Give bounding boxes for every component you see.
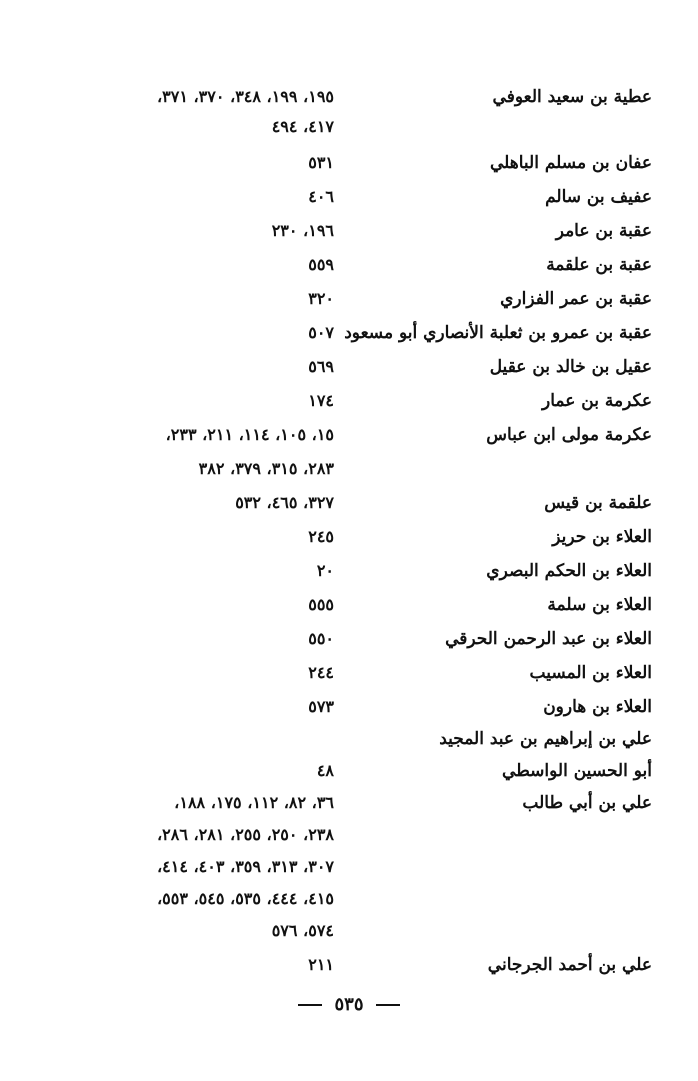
index-entry xyxy=(0,520,698,554)
entry-name: عقبة بن عمرو بن ثعلبة الأنصاري أبو مسعود xyxy=(344,323,652,343)
index-entry xyxy=(0,948,698,982)
index-entry xyxy=(0,786,698,820)
entry-name: علقمة بن قيس xyxy=(544,493,652,513)
page-number: ٥٣٥ xyxy=(334,994,364,1015)
index-entry xyxy=(0,690,698,724)
entry-pages: ٤١٥، ٤٤٤، ٥٣٥، ٥٤٥، ٥٥٣، xyxy=(156,889,334,908)
index-entry xyxy=(0,418,698,452)
index-entry xyxy=(0,622,698,656)
index-entry xyxy=(0,316,698,350)
index-entry xyxy=(0,282,698,316)
entry-pages: ٣٢٠ xyxy=(308,289,334,308)
entry-name: العلاء بن الحكم البصري xyxy=(486,561,652,581)
entry-pages: ٥٣١ xyxy=(308,153,334,172)
entry-name: العلاء بن عبد الرحمن الحرقي xyxy=(445,629,652,649)
page-footer xyxy=(0,994,698,1015)
entry-pages: ١٩٥، ١٩٩، ٣٤٨، ٣٧٠، ٣٧١، xyxy=(156,87,334,106)
index-entry xyxy=(0,350,698,384)
entry-pages: ٥٧٣ xyxy=(308,697,334,716)
index-entry xyxy=(0,110,698,144)
entry-pages: ٥٧٤، ٥٧٦ xyxy=(271,921,334,940)
entry-pages: ٢٨٣، ٣١٥، ٣٧٩، ٣٨٢ xyxy=(198,459,334,478)
index-entry xyxy=(0,384,698,418)
index-entry xyxy=(0,882,698,916)
entry-name: العلاء بن حريز xyxy=(552,527,652,547)
index-entry xyxy=(0,818,698,852)
index-entry xyxy=(0,588,698,622)
index-entry xyxy=(0,914,698,948)
entry-pages: ٢٠ xyxy=(316,561,334,580)
index-entry xyxy=(0,554,698,588)
entry-name: أبو الحسين الواسطي xyxy=(502,761,652,781)
entry-pages: ٢٣٨، ٢٥٠، ٢٥٥، ٢٨١، ٢٨٦، xyxy=(156,825,334,844)
entry-pages: ٤٠٦ xyxy=(308,187,334,206)
entry-pages: ٥٠٧ xyxy=(308,323,334,342)
entry-pages: ٢١١ xyxy=(308,955,334,974)
index-entry xyxy=(0,486,698,520)
index-entry xyxy=(0,754,698,788)
index-entry xyxy=(0,80,698,114)
entry-name: عقبة بن علقمة xyxy=(546,255,652,275)
entry-pages: ١٧٤ xyxy=(308,391,334,410)
entry-name: عكرمة مولى ابن عباس xyxy=(486,425,652,445)
footer-dash-right xyxy=(376,1004,400,1006)
entry-name: علي بن أحمد الجرجاني xyxy=(487,955,652,975)
index-entry xyxy=(0,452,698,486)
index-entry xyxy=(0,214,698,248)
entry-name: العلاء بن المسيب xyxy=(529,663,652,683)
entry-pages: ٣٢٧، ٤٦٥، ٥٣٢ xyxy=(235,493,334,512)
entry-name: عكرمة بن عمار xyxy=(541,391,652,411)
entry-pages: ٣٦، ٨٢، ١١٢، ١٧٥، ١٨٨، xyxy=(174,793,334,812)
index-entry xyxy=(0,722,698,756)
entry-name: عطية بن سعيد العوفي xyxy=(492,87,652,107)
entry-pages: ١٩٦، ٢٣٠ xyxy=(271,221,334,240)
footer-dash-left xyxy=(298,1004,322,1006)
index-entry xyxy=(0,146,698,180)
index-entry xyxy=(0,656,698,690)
entry-pages: ٢٤٤ xyxy=(308,663,334,682)
entry-name: علي بن إبراهيم بن عبد المجيد xyxy=(439,729,652,749)
entry-name: علي بن أبي طالب xyxy=(522,793,652,813)
entry-name: عفيف بن سالم xyxy=(545,187,652,207)
index-entry xyxy=(0,248,698,282)
entry-name: عقبة بن عمر الفزاري xyxy=(500,289,652,309)
entry-name: عقيل بن خالد بن عقيل xyxy=(489,357,652,377)
entry-pages: ٣٠٧، ٣١٣، ٣٥٩، ٤٠٣، ٤١٤، xyxy=(156,857,334,876)
entry-name: العلاء بن هارون xyxy=(543,697,652,717)
entry-pages: ٤٨ xyxy=(316,761,334,780)
entry-name: العلاء بن سلمة xyxy=(547,595,652,615)
entry-pages: ٢٤٥ xyxy=(308,527,334,546)
entry-pages: ٥٥٥ xyxy=(308,595,334,614)
entry-pages: ١٥، ١٠٥، ١١٤، ٢١١، ٢٣٣، xyxy=(165,425,334,444)
index-entry xyxy=(0,180,698,214)
entry-pages: ٥٥٩ xyxy=(308,255,334,274)
entry-pages: ٥٥٠ xyxy=(308,629,334,648)
entry-pages: ٥٦٩ xyxy=(308,357,334,376)
entry-name: عفان بن مسلم الباهلي xyxy=(489,153,652,173)
index-entry xyxy=(0,850,698,884)
entry-name: عقبة بن عامر xyxy=(555,221,652,241)
entry-pages: ٤١٧، ٤٩٤ xyxy=(271,117,334,136)
